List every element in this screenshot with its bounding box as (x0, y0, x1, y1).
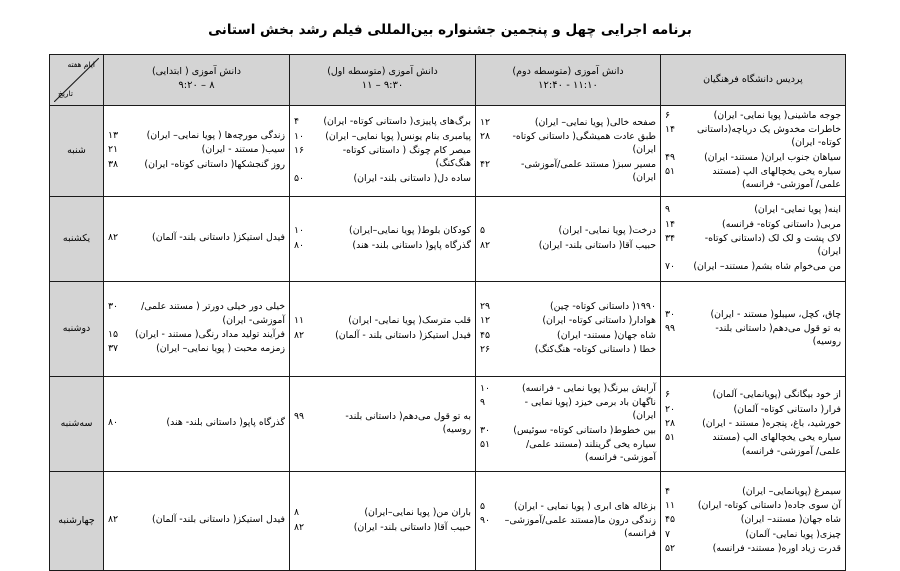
film-code: ۳۸ (108, 158, 119, 170)
day-label: سه‌شنبه (50, 376, 104, 471)
film-title: زندگی درون ما(مستند علمی/آموزشی–فرانسه) (504, 514, 656, 540)
film-code: ۸ (294, 507, 300, 519)
film-title: چیزی( پویا نمایی- آلمان) (745, 528, 841, 540)
film-code: ۹ (480, 396, 486, 408)
film-title: آرایش بیرنگ( پویا نمایی - فرانسه) (522, 382, 656, 394)
film-title: چاق، کچل، سیبلو( مستند - ایران) (710, 308, 841, 320)
film-code: ۱۴ (665, 123, 676, 135)
film-code: ۲۰ (665, 403, 676, 415)
film-entry (665, 218, 841, 231)
cell-elementary (104, 376, 290, 471)
corner-header-cell (50, 54, 104, 105)
cell-middle1 (290, 281, 476, 376)
film-title: ساده دل( داستانی بلند- ایران) (353, 172, 471, 184)
film-code: ۲۸ (665, 417, 676, 429)
film-title: شاه جهان( مستند– ایران) (740, 514, 841, 526)
cell-middle2 (476, 105, 661, 196)
film-entry (665, 528, 841, 541)
film-code: ۳۰ (480, 424, 491, 436)
film-code: ۵۱ (665, 165, 676, 177)
film-entry (665, 165, 841, 192)
film-code: ۵۱ (480, 438, 491, 450)
film-title: روز گنجشکها( داستانی کوتاه- ایران) (144, 158, 285, 170)
film-title: فیدل استیکز( داستانی بلند- آلمان) (152, 232, 285, 244)
table-row (50, 281, 846, 376)
film-entry (480, 314, 656, 327)
cell-elementary (104, 471, 290, 570)
film-code: ۹۹ (294, 410, 305, 422)
table-row (50, 196, 846, 281)
film-code: ۸۲ (480, 239, 491, 251)
cell-middle2 (476, 376, 661, 471)
film-title: خیلی دور خیلی دورتر ( مستند علمی/ آموزشی- ایران) (141, 301, 285, 326)
film-title: فرآیند تولید مداد رنگی( مستند - ایران) (135, 329, 285, 341)
film-entry (108, 129, 285, 142)
cell-elementary (104, 196, 290, 281)
film-entry (480, 396, 656, 423)
film-code: ۱۲ (480, 116, 491, 128)
film-entry (294, 506, 471, 519)
film-title: لاک پشت و لک لک (داستانی کوتاه- ایران) (704, 232, 841, 258)
film-title: بین خطوط( داستانی کوتاه- سوئیس) (513, 424, 656, 436)
film-entry (665, 322, 841, 349)
film-title: جوجه ماشینی( پویا نمایی- ایران) (713, 109, 841, 121)
film-entry (108, 342, 285, 355)
film-entry (108, 231, 285, 244)
column-header-middle2-title: دانش آموزی (متوسطه دوم) (512, 66, 624, 78)
film-entry (665, 431, 841, 458)
film-entry (480, 300, 656, 313)
film-title: مسیر سبز( مستند علمی/آموزشی- ایران) (521, 158, 656, 184)
film-entry (665, 542, 841, 555)
film-entry (665, 260, 841, 273)
film-entry (294, 314, 471, 327)
film-title: کودکان بلوط( پویا نمایی–ایران) (349, 225, 471, 237)
film-title: گذرگاه پاپو( داستانی بلند- هند) (166, 417, 285, 429)
film-code: ۹۹ (665, 322, 676, 334)
cell-middle2 (476, 281, 661, 376)
film-title: حبیب آقا( داستانی بلند- ایران) (538, 239, 656, 251)
corner-diagonal-box (54, 58, 99, 102)
film-entry (480, 438, 656, 465)
table-header (50, 54, 846, 105)
film-code: ۷۰ (665, 260, 676, 272)
film-title: آن سوی جاده( داستانی کوتاه- ایران) (697, 500, 841, 512)
film-entry (480, 382, 656, 395)
cell-campus (661, 196, 846, 281)
film-entry (665, 513, 841, 526)
film-entry (294, 172, 471, 185)
film-code: ۸۲ (294, 329, 305, 341)
film-entry (480, 224, 656, 237)
film-code: ۸۰ (294, 239, 305, 251)
film-title: به تو قول می‌دهم( داستانی بلند- روسیه) (715, 322, 841, 348)
film-entry (108, 143, 285, 156)
film-title: به تو قول می‌دهم( داستانی بلند- روسیه) (345, 410, 471, 436)
film-title: زمزمه محبت ( پویا نمایی– ایران) (156, 343, 285, 355)
film-entry (294, 329, 471, 342)
table-body (50, 105, 846, 570)
film-title: قلب مترسک( پویا نمایی- ایران) (348, 315, 471, 327)
schedule-table (49, 54, 846, 571)
film-entry (665, 109, 841, 122)
film-entry (665, 308, 841, 321)
film-code: ۱۵ (108, 329, 119, 341)
film-code: ۱۳ (108, 130, 119, 142)
film-title: پیامبری بنام یونس( پویا نمایی– ایران) (325, 130, 471, 142)
film-entry (294, 144, 471, 171)
corner-label-date: تاریخ (58, 88, 73, 98)
film-code: ۷ (665, 528, 671, 540)
film-title: قدرت زیاد اوره( مستند- فرانسه) (712, 543, 841, 555)
film-title: از خود بیگانگی (پویانمایی- آلمان) (712, 389, 841, 401)
film-title: ناگهان باد برمی خیزد (پویا نمایی - ایران) (524, 396, 656, 422)
day-label: یکشنبه (50, 196, 104, 281)
film-title: مربی( داستانی کوتاه- فرانسه) (722, 218, 841, 230)
film-code: ۸۰ (108, 417, 119, 429)
film-code: ۳۰ (665, 308, 676, 320)
film-entry (294, 130, 471, 143)
film-entry (108, 158, 285, 171)
day-label: دوشنبه (50, 281, 104, 376)
film-code: ۴۲ (480, 158, 491, 170)
column-header-middle2-time: ۱۱:۱۰ - ۱۲:۴۰ (538, 80, 598, 92)
film-entry (108, 513, 285, 526)
film-code: ۳۷ (108, 343, 119, 355)
film-entry (480, 329, 656, 342)
film-entry (480, 158, 656, 185)
film-title: شاه جهان( مستند- ایران) (557, 329, 656, 341)
header-row (50, 54, 846, 105)
film-title: سیاره یخی یخچالهای الپ (مستند علمی/ آموزشی- فرانسه) (712, 432, 841, 457)
film-code: ۶ (665, 389, 671, 401)
film-entry (665, 151, 841, 164)
film-code: ۹ (665, 204, 671, 216)
film-entry (665, 388, 841, 401)
film-title: گذرگاه پاپو( داستانی بلند- هند) (352, 239, 471, 251)
table-row (50, 105, 846, 196)
film-title: میصر کام چونگ ( داستانی کوتاه- هنگ‌کنگ) (342, 144, 471, 170)
film-title: سیاهان جنوب ایران( مستند- ایران) (704, 151, 841, 163)
film-entry (294, 224, 471, 237)
film-entry (480, 239, 656, 252)
film-entry (665, 123, 841, 150)
film-code: ۲۶ (480, 343, 491, 355)
day-label: شنبه (50, 105, 104, 196)
column-header-elementary (104, 54, 290, 105)
schedule-table-wrapper (0, 54, 900, 571)
film-entry (665, 203, 841, 216)
film-entry (665, 403, 841, 416)
cell-middle1 (290, 105, 476, 196)
cell-campus (661, 471, 846, 570)
film-code: ۳۴ (665, 232, 676, 244)
column-header-middle1-time: ۹:۳۰ – ۱۱ (361, 80, 404, 92)
film-code: ۲۱ (108, 144, 119, 156)
film-code: ۲۹ (480, 300, 491, 312)
film-title: زندگی مورچه‌ها ( پویا نمایی– ایران) (146, 130, 285, 142)
film-title: خاطرات مخدوش یک دریاچه(داستانی کوتاه- ایران) (696, 123, 841, 149)
film-title: فرار( داستانی کوتاه- آلمان) (733, 403, 841, 415)
corner-label-weekdays: ایام هفته (67, 59, 95, 69)
film-code: ۱۴ (665, 218, 676, 230)
film-entry (294, 239, 471, 252)
film-entry (480, 424, 656, 437)
column-header-middle1-title: دانش آموزی (متوسطه اول) (327, 66, 438, 78)
film-code: ۴ (665, 485, 671, 497)
film-entry (665, 485, 841, 498)
film-code: ۱۱ (294, 315, 305, 327)
film-code: ۵ (480, 225, 486, 237)
column-header-campus-title: پردیس دانشگاه فرهنگیان (703, 73, 803, 85)
film-code: ۴۵ (665, 514, 676, 526)
film-title: درخت( پویا نمایی- ایران) (558, 225, 656, 237)
film-entry (108, 300, 285, 327)
film-title: خطا ( داستانی کوتاه- هنگ‌کنگ) (534, 343, 656, 355)
film-title: فیدل استیکز( داستانی بلند- آلمان) (152, 514, 285, 526)
film-code: ۵۱ (665, 432, 676, 444)
page-title: برنامه اجرایی چهل و پنجمین جشنواره بین‌المللی فیلم رشد بخش استانی (208, 22, 692, 38)
film-entry (665, 499, 841, 512)
film-title: خورشید، باغ، پنجره( مستند - ایران) (702, 417, 841, 429)
film-code: ۴۹ (665, 151, 676, 163)
column-header-elementary-title: دانش آموزی ( ابتدایی) (151, 66, 242, 78)
cell-campus (661, 376, 846, 471)
film-title: بزغاله های ابری ( پویا نمایی - ایران) (514, 500, 656, 512)
film-code: ۸۲ (108, 514, 119, 526)
film-code: ۵۰ (294, 172, 305, 184)
cell-middle1 (290, 196, 476, 281)
film-entry (480, 130, 656, 157)
film-code: ۱۶ (294, 144, 305, 156)
film-entry (480, 116, 656, 129)
film-entry (480, 343, 656, 356)
film-title: حبیب آقا( داستانی بلند- ایران) (353, 521, 471, 533)
film-entry (480, 500, 656, 513)
film-title: هوادار( داستانی کوتاه- ایران) (542, 315, 656, 327)
film-entry (480, 514, 656, 541)
film-title: صفحه خالی( پویا نمایی– ایران) (534, 116, 656, 128)
film-title: سیمرغ (پویانمایی– ایران) (742, 485, 841, 497)
film-title: من می‌خوام شاه بشم( مستند– ایران) (693, 260, 841, 272)
film-code: ۴۵ (480, 329, 491, 341)
film-code: ۳۰ (108, 301, 119, 313)
film-entry (108, 328, 285, 341)
film-code: ۵۲ (665, 543, 676, 555)
column-header-campus (661, 54, 846, 105)
column-header-middle1 (290, 54, 476, 105)
film-code: ۸۲ (294, 521, 305, 533)
cell-middle1 (290, 471, 476, 570)
film-code: ۶ (665, 109, 671, 121)
film-entry (665, 417, 841, 430)
cell-elementary (104, 105, 290, 196)
cell-middle2 (476, 196, 661, 281)
film-title: برگ‌های پاییزی( داستانی کوتاه- ایران) (323, 116, 471, 128)
table-row (50, 376, 846, 471)
column-header-middle2 (476, 54, 661, 105)
film-code: ۸۲ (108, 232, 119, 244)
film-entry (294, 521, 471, 534)
cell-campus (661, 105, 846, 196)
film-title: فیدل استیکز( داستانی بلند - آلمان) (335, 329, 471, 341)
column-header-elementary-time: ۸ – ۹:۲۰ (178, 80, 215, 92)
film-code: ۱۰ (480, 382, 491, 394)
film-code: ۲۸ (480, 131, 491, 143)
cell-middle2 (476, 471, 661, 570)
film-code: ۱۰ (294, 225, 305, 237)
cell-campus (661, 281, 846, 376)
film-title: سیاره یخی یخچالهای الپ (مستند علمی/ آموزشی- فرانسه) (712, 165, 841, 191)
film-entry (108, 416, 285, 429)
film-entry (294, 115, 471, 128)
film-title: باران من( پویا نمایی–ایران) (364, 507, 471, 519)
film-code: ۵ (480, 500, 486, 512)
film-title: طبق عادت همیشگی( داستانی کوتاه- ایران) (512, 131, 656, 156)
film-code: ۱۱ (665, 500, 676, 512)
table-row (50, 471, 846, 570)
film-title: سیاره یخی گرینلند (مستند علمی/ آموزشی- فرانسه) (525, 438, 656, 464)
cell-elementary (104, 281, 290, 376)
film-code: ۹۰ (480, 514, 491, 526)
cell-middle1 (290, 376, 476, 471)
film-title: ۱۹۹۰( داستانی کوتاه- چین) (550, 300, 656, 312)
film-entry (294, 410, 471, 437)
film-title: سیب( مستند - ایران) (201, 144, 285, 156)
film-code: ۱۰ (294, 130, 305, 142)
film-title: اینه( پویا نمایی- ایران) (754, 204, 841, 216)
film-entry (665, 232, 841, 259)
day-label: چهارشنبه (50, 471, 104, 570)
film-code: ۴ (294, 116, 300, 128)
film-code: ۱۲ (480, 315, 491, 327)
